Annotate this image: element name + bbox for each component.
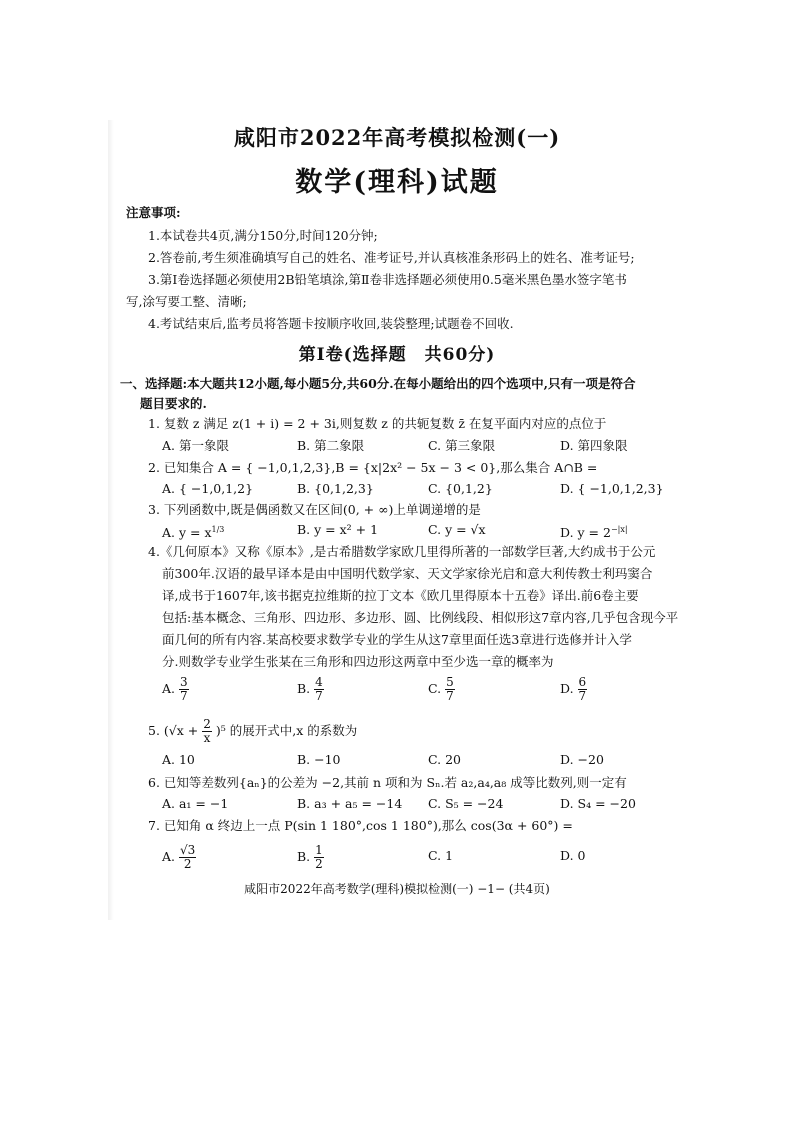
q3-option-c: C. y = √x <box>428 522 486 537</box>
question-4-line: 面几何的所有内容.某高校要求数学专业的学生从这7章里面任选3章进行选修并计入学 <box>162 632 632 647</box>
note-item: 写,涂写要工整、清晰; <box>126 294 247 309</box>
q4-option-b-num: 4 <box>315 675 323 689</box>
q1-option-c: C. 第三象限 <box>428 438 496 453</box>
q4-option-c-den: 7 <box>446 689 454 703</box>
question-1-stem: 1. 复数 z 满足 z(1 + i) = 2 + 3i,则复数 z 的共轭复数 z̄ 在复平面内对应的点位于 <box>148 416 607 431</box>
q2-option-d: D. { −1,0,1,2,3} <box>560 481 664 496</box>
note-item: 4.考试结束后,监考员将答题卡按顺序收回,装袋整理;试题卷不回收. <box>148 316 514 331</box>
q6-option-a: A. a₁ = −1 <box>162 796 229 811</box>
question-2-stem: 2. 已知集合 A = { −1,0,1,2,3},B = {x|2x² − 5x − 3 < 0},那么集合 A∩B = <box>148 460 598 475</box>
q5-stem-den: x <box>203 731 211 745</box>
q7-option-b-label: B. <box>297 849 311 864</box>
q7-option-a-num: √3 <box>180 843 196 857</box>
q5-option-b: B. −10 <box>297 752 341 767</box>
q4-option-c-fraction <box>445 676 455 703</box>
q7-option-a-fraction <box>179 844 196 871</box>
q5-stem-fraction <box>202 718 212 745</box>
note-item: 1.本试卷共4页,满分150分,时间120分钟; <box>148 228 378 243</box>
exam-title: 咸阳市2022年高考模拟检测(一) <box>233 125 561 150</box>
section-instruction: 一、选择题:本大题共12小题,每小题5分,共60分.在每小题给出的四个选项中,只有一项是符合 <box>120 376 636 391</box>
q4-option-a-num: 3 <box>180 675 188 689</box>
question-4-line: 译,成书于1607年,该书据克拉维斯的拉丁文本《欧几里得原本十五卷》译出.前6卷主要 <box>162 588 639 603</box>
q6-option-b: B. a₃ + a₅ = −14 <box>297 796 403 811</box>
q7-option-b-fraction <box>314 844 324 871</box>
question-6-stem: 6. 已知等差数列{aₙ}的公差为 −2,其前 n 项和为 Sₙ.若 a₂,a₄,a₈ 成等比数列,则一定有 <box>148 775 627 790</box>
q3-option-a-text: A. y = x <box>162 525 212 541</box>
section-instruction: 题目要求的. <box>140 396 207 411</box>
q4-option-b-fraction <box>314 676 324 703</box>
notes-heading: 注意事项: <box>126 205 181 220</box>
q3-option-a-exponent: 1/3 <box>211 525 225 534</box>
question-4-line: 前300年.汉语的最早译本是由中国明代数学家、天文学家徐光启和意大利传教士利玛窦合 <box>162 566 653 581</box>
q4-option-d-den: 7 <box>578 689 587 703</box>
q2-option-b: B. {0,1,2,3} <box>297 481 374 496</box>
exam-subtitle: 数学(理科)试题 <box>295 167 499 198</box>
question-7-stem: 7. 已知角 α 终边上一点 P(sin 1 180°,cos 1 180°),那么 cos(3α + 60°) = <box>148 818 573 833</box>
q1-option-b: B. 第二象限 <box>297 438 365 453</box>
q4-option-b-label: B. <box>297 681 311 696</box>
q7-option-b-num: 1 <box>315 843 323 857</box>
question-4-line: 4.《几何原本》又称《原本》,是古希腊数学家欧几里得所著的一部数学巨著,大约成书于公元 <box>148 544 656 559</box>
page-footer: 咸阳市2022年高考数学(理科)模拟检测(一) −1− (共4页) <box>244 882 550 896</box>
q4-option-b <box>297 676 324 703</box>
q5-option-d: D. −20 <box>560 752 604 767</box>
q3-option-d <box>560 522 628 541</box>
section-title: 第Ⅰ卷(选择题 共60分) <box>298 345 496 365</box>
q4-option-d-num: 6 <box>578 675 587 689</box>
q4-option-b-den: 7 <box>315 689 323 703</box>
q4-option-c-num: 5 <box>446 675 454 689</box>
q5-stem-pre: 5. (√x + <box>148 723 199 738</box>
q3-option-a <box>162 522 224 541</box>
q1-option-a: A. 第一象限 <box>162 438 229 453</box>
q4-option-d-fraction <box>578 676 588 703</box>
q4-option-a-den: 7 <box>180 689 188 703</box>
question-5-stem <box>148 718 357 745</box>
q5-option-c: C. 20 <box>428 752 461 767</box>
q7-option-d: D. 0 <box>560 848 586 863</box>
q5-option-a: A. 10 <box>162 752 195 767</box>
question-4-line: 包括:基本概念、三角形、四边形、多边形、圆、比例线段、相似形这7章内容,几乎包含现今平 <box>162 610 679 625</box>
q7-option-a <box>162 844 196 871</box>
question-3-stem: 3. 下列函数中,既是偶函数又在区间(0, + ∞)上单调递增的是 <box>148 502 481 517</box>
q4-option-c-label: C. <box>428 681 442 696</box>
q5-stem-post: )⁵ 的展开式中,x 的系数为 <box>215 723 358 738</box>
question-4-line: 分.则数学专业学生张某在三角形和四边形这两章中至少选一章的概率为 <box>162 654 554 669</box>
q4-option-c <box>428 676 455 703</box>
q7-option-b <box>297 844 324 871</box>
q7-option-a-den: 2 <box>183 857 192 871</box>
q5-stem-num: 2 <box>203 717 211 731</box>
q4-option-a-fraction <box>179 676 189 703</box>
note-item: 3.第Ⅰ卷选择题必须使用2B铅笔填涂,第Ⅱ卷非选择题必须使用0.5毫米黑色墨水签字笔书 <box>148 272 627 287</box>
note-item: 2.答卷前,考生须准确填写自己的姓名、准考证号,并认真核准条形码上的姓名、准考证号; <box>148 250 635 265</box>
scan-shadow <box>108 120 114 920</box>
q4-option-d <box>560 676 587 703</box>
q3-option-d-text: D. y = 2 <box>560 525 611 541</box>
q2-option-c: C. {0,1,2} <box>428 481 493 496</box>
q4-option-a-label: A. <box>162 681 176 696</box>
q4-option-d-label: D. <box>560 681 574 696</box>
q2-option-a: A. { −1,0,1,2} <box>162 481 254 496</box>
q4-option-a <box>162 676 189 703</box>
q7-option-a-label: A. <box>162 849 176 864</box>
q3-option-b: B. y = x² + 1 <box>297 522 379 537</box>
q7-option-c: C. 1 <box>428 848 454 863</box>
q6-option-c: C. S₅ = −24 <box>428 796 504 811</box>
q6-option-d: D. S₄ = −20 <box>560 796 636 811</box>
q3-option-d-exponent: −|x| <box>610 525 628 534</box>
q7-option-b-den: 2 <box>315 857 323 871</box>
q1-option-d: D. 第四象限 <box>560 438 628 453</box>
